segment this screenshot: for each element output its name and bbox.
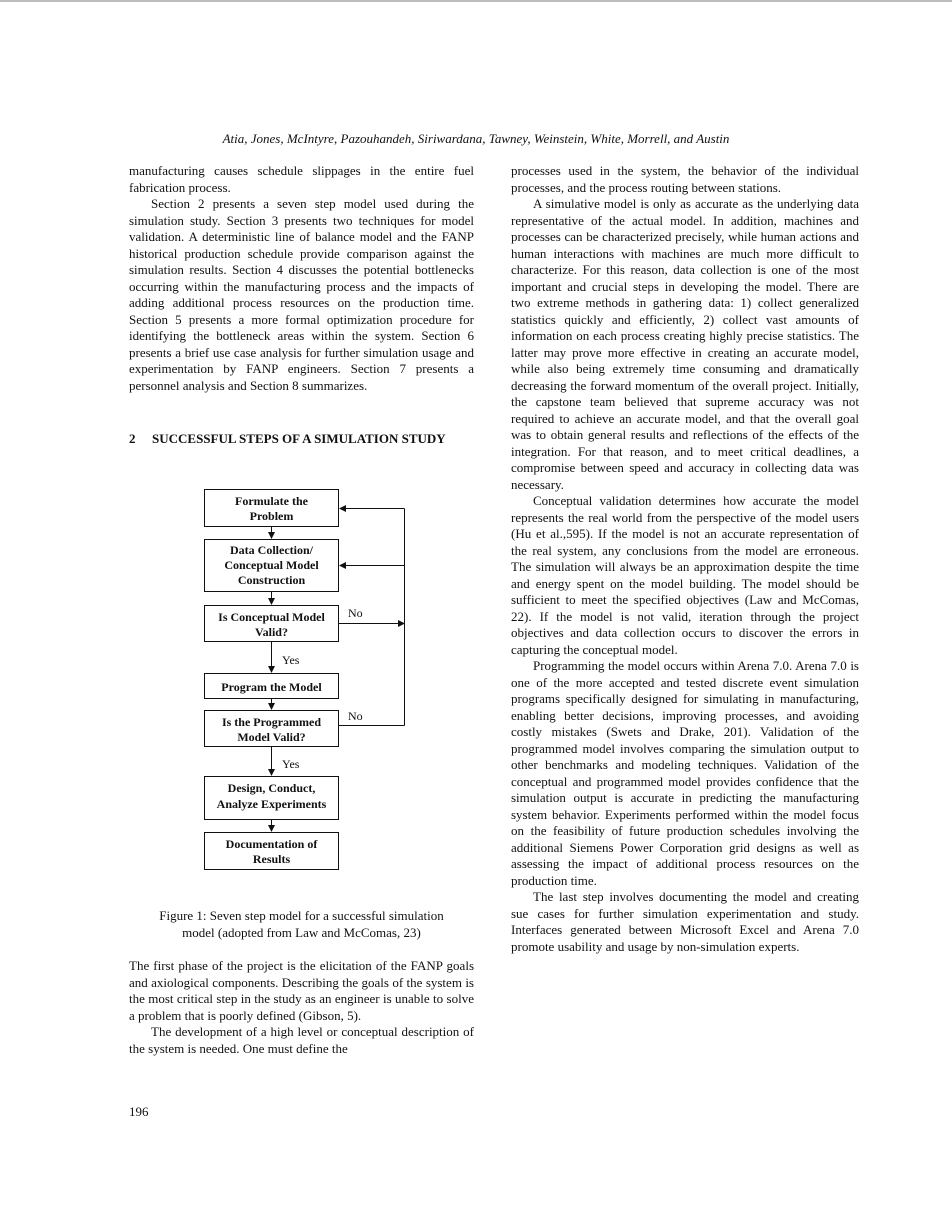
paragraph: A simulative model is only as accurate as the underlying data representative of the actual model. In addition, machines and processes can be characterized precisely, while human actions and human interactions with machines are much more difficult to characterize. For this reason, data collection is one of the most important and crucial steps in developing the model. There are two extreme methods in gathering data: 1) collect generalized statistics quickly and efficiently, 2) collect vast amounts of information on each process creating highly precise statistics. The latter may prove more effective in creating an accurate model, while also being extremely time consuming and dramatically decreasing the forward momentum of the overall project. Initially, the capstone team believed that supreme accuracy was not required to achieve an accurate model, and that the overall goal was to obtain general results and reflections of the effects of the integration. For that reason, and to meet critical deadlines, a compromise between speed and accuracy in collecting data was necessary. — [511, 196, 859, 492]
svg-text:Is the Programmed — [222, 715, 321, 729]
flow-text: Design, Conduct, — [227, 781, 316, 795]
left-column — [129, 163, 474, 394]
flow-text: Model Valid? — [237, 730, 306, 744]
paragraph: The last step involves documenting the model and creating sue cases for further simulation experimentation and study. Interfaces generated between Microsoft Excel and Arena 7.0 promote usability and usage by non-simulation experts. — [511, 889, 859, 954]
right-column — [511, 163, 859, 955]
paragraph: The development of a high level or conceptual description of the system is needed. One must define the — [129, 1024, 474, 1056]
svg-text:Analyze Experiments — [217, 797, 327, 811]
svg-text:Valid? — [255, 625, 288, 639]
flowchart-figure — [200, 486, 415, 878]
paragraph: Programming the model occurs within Arena 7.0. Arena 7.0 is one of the more accepted and tested discrete event simulation programs specifically designed for simulating in manufacturing, enabling better decisions, improving processes, and avoiding costly mistakes (Swets and Drake, 201). Validation of the programmed model involves comparing the simulation output to other benchmarks and modeling techniques. Validation of the conceptual and programmed model provides confidence that the simulation output is accurate in predicting the manufacturing system behavior. Experiments performed within the model focus on the feasibility of future production schedules involving the additional Siemens Power Corporation grid designs as well as assessing the impact of additional process resources on the production time. — [511, 658, 859, 888]
svg-text:Formulate the — [235, 494, 309, 508]
running-header: Atia, Jones, McIntyre, Pazouhandeh, Siriwardana, Tawney, Weinstein, White, Morrell, and Austin — [222, 131, 730, 146]
flow-text: Formulate the — [235, 494, 308, 508]
figure-caption — [129, 908, 474, 941]
flow-text: Data Collection/ — [230, 543, 313, 557]
flow-text: Conceptual Model — [224, 558, 319, 572]
paragraph: The first phase of the project is the elicitation of the FANP goals and axiological components. Describing the goals of the system is the most critical step in the study as an engineer is unable to solve a problem that is poorly defined (Gibson, 5). — [129, 958, 474, 1023]
section-number: 2 — [129, 431, 136, 446]
svg-text:Construction — [238, 573, 306, 587]
flow-text: Valid? — [255, 625, 288, 639]
svg-text:Model Valid? — [237, 730, 305, 744]
paragraph: manufacturing causes schedule slippages in the entire fuel fabrication process. — [129, 163, 474, 195]
flow-text: Construction — [237, 573, 306, 587]
flow-text: Analyze Experiments — [216, 797, 327, 811]
flow-text: Documentation of — [225, 837, 318, 851]
flow-text: Is Conceptual Model — [218, 610, 325, 624]
flow-label-no: No — [348, 606, 363, 620]
flow-text: Is the Programmed — [221, 715, 322, 729]
flow-label-no: No — [348, 709, 363, 723]
flow-text: Problem — [249, 509, 294, 523]
left-column-bottom — [129, 958, 474, 1057]
paragraph: Conceptual validation determines how accurate the model represents the real world from the perspective of the model users (Hu et al.,595). If the model is not an accurate representation of the real system, any conclusions from the model are erroneous. The simulation will always be an approximation despite the time and energy spent on the model building. The model should be sufficient to meet the specified objectives (Law and McComas, 22). If the model is not valid, iteration through the project objectives and data collection occurs to discover the errors in capturing the conceptual model. — [511, 493, 859, 657]
svg-text:Results — [253, 852, 291, 866]
flow-label-yes: Yes — [282, 757, 300, 771]
page-top-border — [0, 0, 952, 2]
svg-text:Problem — [250, 509, 294, 523]
section-heading — [129, 430, 474, 447]
svg-text:Documentation of — [226, 837, 319, 851]
flow-label-yes: Yes — [282, 653, 300, 667]
paragraph: Section 2 presents a seven step model used during the simulation study. Section 3 presents two techniques for model validation. A deterministic line of balance model and the FANP historical production schedule provide comparison against the simulation results. Section 4 discusses the potential bottlenecks occurring within the manufacturing process and the impacts of adding additional process resources on the production time. Section 5 presents a more formal optimization procedure for identifying the bottleneck areas within the system. Section 6 presents a brief use case analysis for further simulation usage and experimentation by FANP engineers. Section 7 presents a personnel analysis and Section 8 summarizes. — [129, 196, 474, 393]
flow-text: Program the Model — [221, 680, 322, 694]
svg-text:Data Collection/ — [230, 543, 314, 557]
page-number: 196 — [129, 1104, 149, 1119]
flow-text: Results — [252, 852, 291, 866]
section-title: SUCCESSFUL STEPS OF A SIMULATION STUDY — [152, 431, 446, 446]
svg-text:Design, Conduct, — [228, 781, 316, 795]
caption-line: model (adopted from Law and McComas, 23) — [182, 924, 421, 940]
svg-text:Program the Model — [221, 680, 322, 694]
caption-line: Figure 1: Seven step model for a successful simulation — [159, 908, 444, 923]
paragraph: processes used in the system, the behavior of the individual processes, and the process routing between stations. — [511, 163, 859, 195]
svg-text:Conceptual Model — [224, 558, 319, 572]
svg-text:Is Conceptual Model — [218, 610, 325, 624]
